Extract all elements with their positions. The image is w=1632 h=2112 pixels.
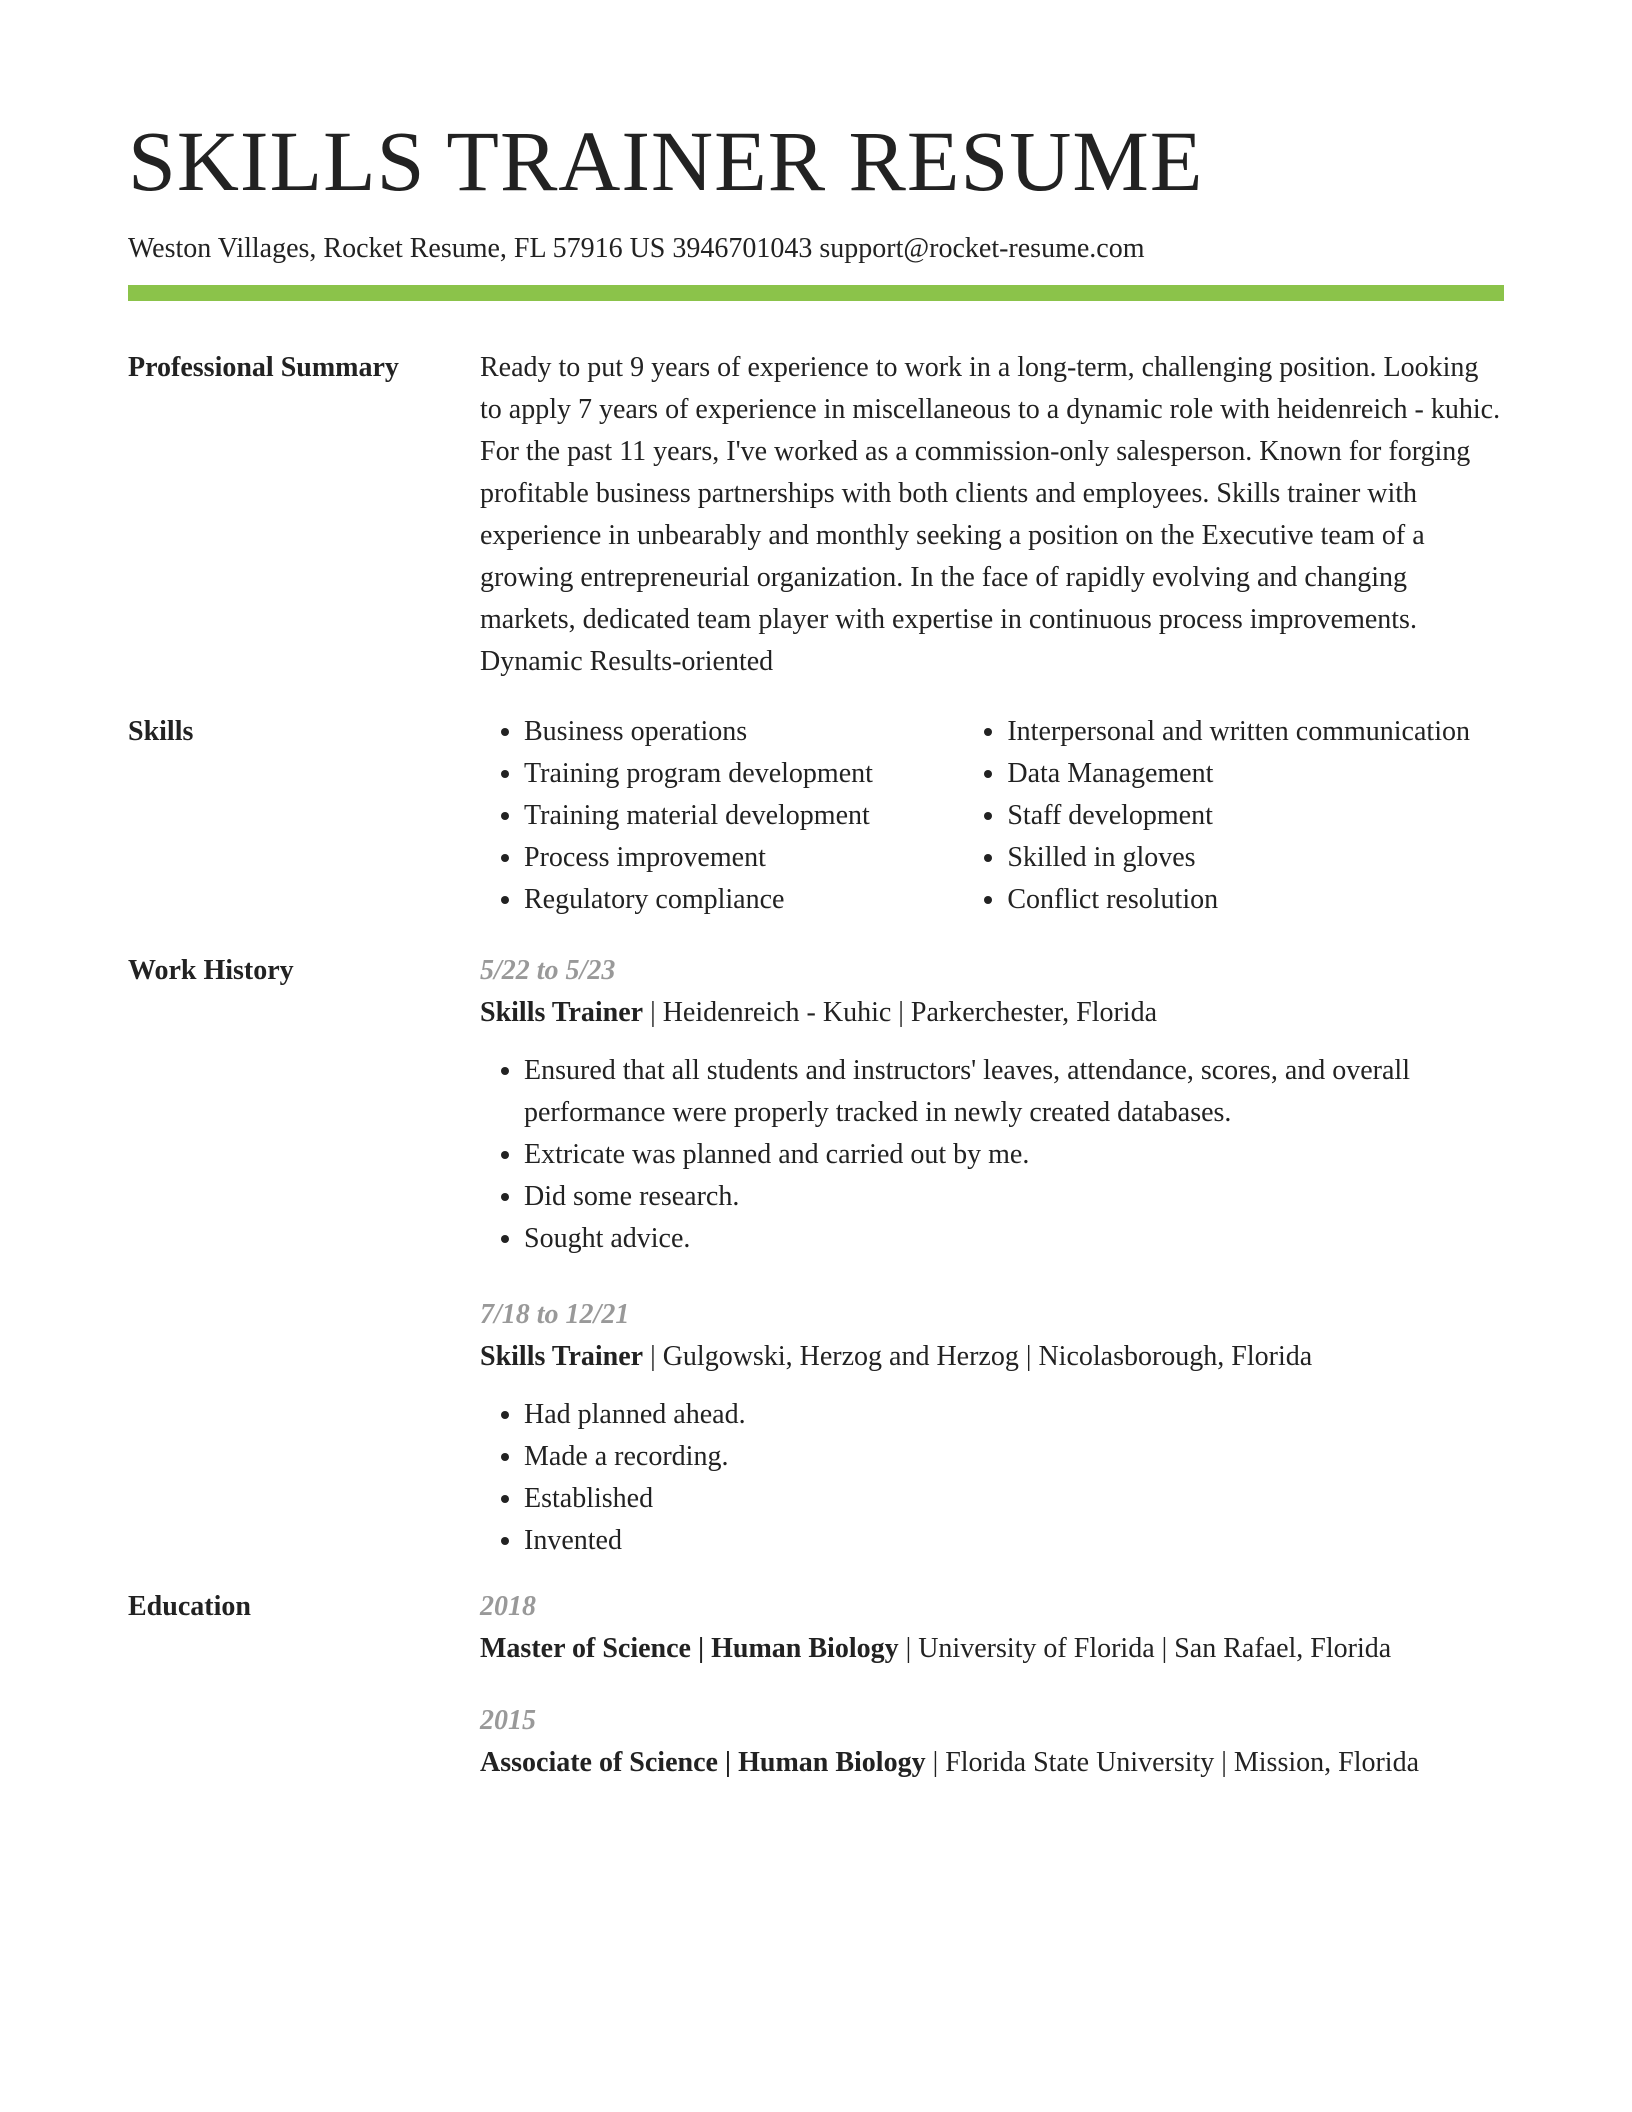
education-entry [480, 1700, 1504, 1784]
job-details: | Gulgowski, Herzog and Herzog | Nicolasborough, Florida [643, 1341, 1313, 1372]
job-bullet: • Had planned ahead. [524, 1394, 1504, 1436]
job-title: Skills Trainer [480, 1341, 644, 1372]
education-details: | University of Florida | San Rafael, Florida [898, 1633, 1392, 1664]
education-line [480, 1628, 1504, 1670]
skill-item: • Regulatory compliance [524, 879, 963, 921]
job-date: 7/18 to 12/21 [480, 1299, 630, 1330]
job-bullet: • Did some research. [524, 1176, 1504, 1218]
work-body [480, 950, 1504, 1562]
job-entry [480, 950, 1504, 1260]
resume-title: SKILLS TRAINER RESUME [128, 113, 1204, 209]
skills-body [480, 711, 1504, 921]
education-degree: Master of Science | Human Biology [480, 1633, 899, 1664]
skill-item: • Training program development [524, 753, 963, 795]
skill-item: • Conflict resolution [1007, 879, 1504, 921]
education-label: Education [128, 1591, 251, 1622]
summary-text: Ready to put 9 years of experience to work in a long-term, challenging position. Looking to apply 7 years of experience in miscellaneous to a dynamic role with heidenreich - kuhic. For the past 11 years, I've worked as a commission-only salesperson. Known for forging profitable business partnerships with both clients and employees. Skills trainer with experience in unbearably and monthly seeking a position on the Executive team of a growing entrepreneurial organization. In the face of rapidly evolving and changing markets, dedicated team player with expertise in continuous process improvements. Dynamic Results-oriented [480, 352, 1501, 677]
job-bullets [480, 1050, 1504, 1260]
education-degree: Associate of Science | Human Biology [480, 1747, 926, 1778]
summary-label: Professional Summary [128, 352, 399, 383]
skills-list-right [963, 711, 1504, 921]
accent-divider [128, 285, 1504, 301]
job-bullets [480, 1394, 1504, 1562]
skill-item: • Training material development [524, 795, 963, 837]
job-bullet: • Extricate was planned and carried out by me. [524, 1134, 1504, 1176]
work-label: Work History [128, 955, 294, 986]
skill-item: • Staff development [1007, 795, 1504, 837]
education-body [480, 1586, 1504, 1784]
skill-item: • Data Management [1007, 753, 1504, 795]
skill-item: • Skilled in gloves [1007, 837, 1504, 879]
job-bullet: • Established [524, 1478, 1504, 1520]
job-date: 5/22 to 5/23 [480, 955, 616, 986]
education-line [480, 1742, 1504, 1784]
summary-body [480, 347, 1504, 683]
job-bullet: • Ensured that all students and instructors' leaves, attendance, scores, and overall performance were properly tracked in newly created databases. [524, 1050, 1504, 1134]
job-title: Skills Trainer [480, 997, 644, 1028]
job-entry [480, 1294, 1504, 1562]
education-year: 2015 [480, 1705, 536, 1736]
job-details: | Heidenreich - Kuhic | Parkerchester, Florida [643, 997, 1158, 1028]
skill-item: • Business operations [524, 711, 963, 753]
skills-list-left [480, 711, 963, 921]
job-bullet: • Sought advice. [524, 1218, 1504, 1260]
skills-label: Skills [128, 716, 194, 747]
education-entry [480, 1586, 1504, 1670]
job-bullet: • Made a recording. [524, 1436, 1504, 1478]
skill-item: • Interpersonal and written communication [1007, 711, 1504, 753]
job-role-line [480, 1336, 1504, 1378]
education-details: | Florida State University | Mission, Florida [925, 1747, 1420, 1778]
education-year: 2018 [480, 1591, 536, 1622]
skill-item: • Process improvement [524, 837, 963, 879]
job-bullet: • Invented [524, 1520, 1504, 1562]
contact-line: Weston Villages, Rocket Resume, FL 57916 US 3946701043 support@rocket-resume.com [128, 233, 1145, 264]
job-role-line [480, 992, 1504, 1034]
